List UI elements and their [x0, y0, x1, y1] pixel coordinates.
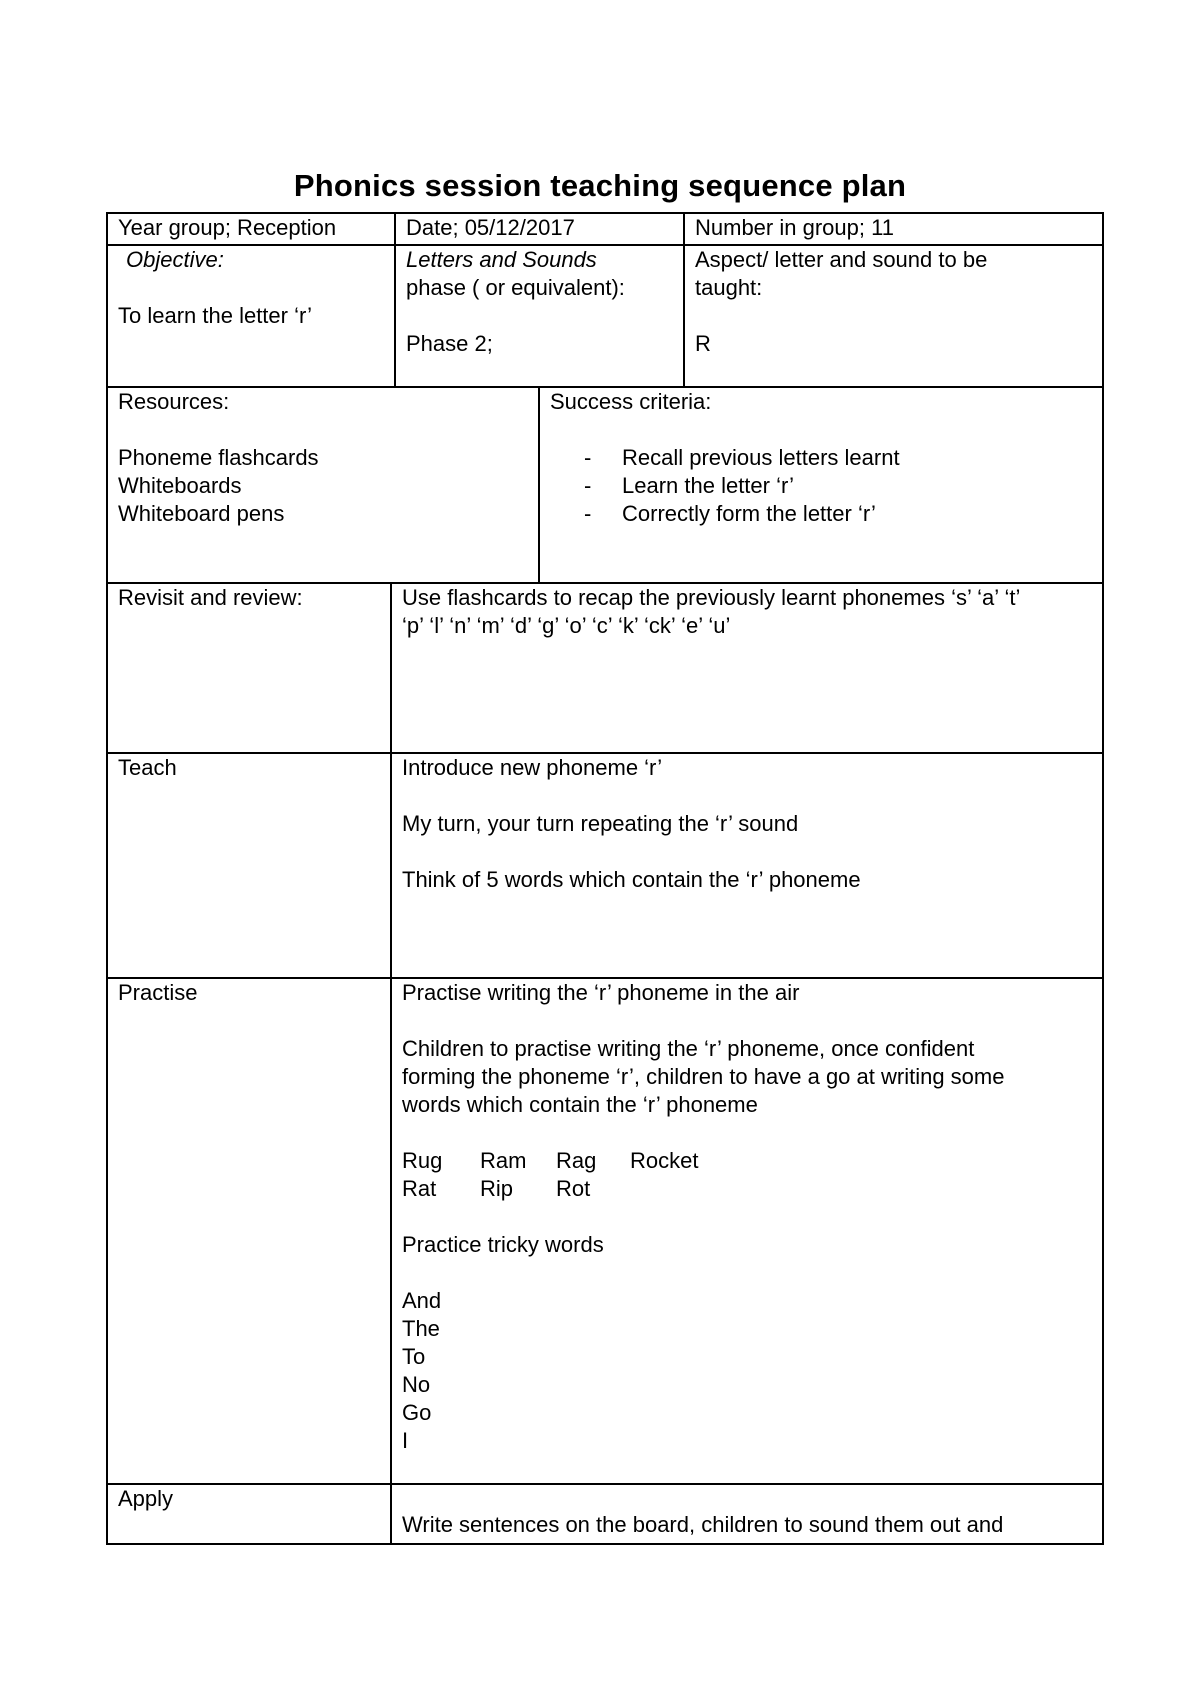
- apply-line: Write sentences on the board, children to sound them out and: [402, 1512, 1004, 1537]
- word: Rip: [480, 1176, 514, 1201]
- aspect-label: Aspect/ letter and sound to be: [695, 247, 988, 272]
- criteria-item: [584, 444, 1092, 472]
- teach-label-cell: [108, 754, 390, 782]
- word-list-row: [402, 1147, 1092, 1175]
- aspect-label: taught:: [695, 275, 763, 300]
- bullet-dash: -: [584, 445, 592, 470]
- criteria-item: [584, 472, 1092, 500]
- word: Rot: [556, 1176, 591, 1201]
- revisit-label: Revisit and review:: [118, 585, 303, 610]
- practise-line: Practise writing the ‘r’ phoneme in the air: [402, 980, 800, 1005]
- revisit-label-cell: [108, 584, 390, 612]
- apply-label: Apply: [118, 1486, 174, 1511]
- tricky-words-label: Practice tricky words: [402, 1232, 604, 1257]
- practise-line: forming the phoneme ‘r’, children to have a go at writing some: [402, 1064, 1005, 1089]
- aspect-value: R: [695, 331, 711, 356]
- success-criteria-label: Success criteria:: [550, 389, 712, 414]
- word-list-row: [402, 1175, 1092, 1203]
- bullet-dash: -: [584, 501, 592, 526]
- teach-content-cell: [392, 754, 1102, 894]
- apply-label-cell: [108, 1485, 390, 1513]
- phase-label-italic: Letters and Sounds: [406, 247, 597, 272]
- practise-label: Practise: [118, 980, 198, 1005]
- revisit-text: Use flashcards to recap the previously learnt phonemes ‘s’ ‘a’ ‘t’: [402, 585, 1021, 610]
- page-title: Phonics session teaching sequence plan: [293, 168, 907, 203]
- word: Rug: [402, 1148, 443, 1173]
- objective-cell: [108, 246, 394, 330]
- tricky-word: Go: [402, 1400, 432, 1425]
- tricky-word: I: [402, 1428, 409, 1453]
- tricky-word: No: [402, 1372, 431, 1397]
- bullet-dash: -: [584, 473, 592, 498]
- number-in-group-cell: [685, 214, 1102, 242]
- teach-line: My turn, your turn repeating the ‘r’ sound: [402, 811, 799, 836]
- teach-label: Teach: [118, 755, 177, 780]
- resource-item: Whiteboards: [118, 473, 242, 498]
- objective-text: To learn the letter ‘r’: [118, 303, 313, 328]
- success-criteria-cell: [540, 388, 1102, 528]
- apply-content-cell: [392, 1485, 1102, 1539]
- aspect-cell: [685, 246, 1102, 358]
- word: Rag: [556, 1148, 597, 1173]
- teach-line: Think of 5 words which contain the ‘r’ phoneme: [402, 867, 861, 892]
- word: Rat: [402, 1176, 437, 1201]
- tricky-word: To: [402, 1344, 426, 1369]
- tricky-word: The: [402, 1316, 440, 1341]
- objective-label: Objective:: [126, 247, 224, 272]
- word: Rocket: [630, 1148, 699, 1173]
- resources-label: Resources:: [118, 389, 230, 414]
- revisit-content-cell: [392, 584, 1102, 640]
- resources-cell: [108, 388, 538, 528]
- criteria-text: Recall previous letters learnt: [622, 445, 900, 470]
- criteria-item: [584, 500, 1092, 528]
- date-cell: [396, 214, 683, 242]
- practise-label-cell: [108, 979, 390, 1007]
- practise-line: Children to practise writing the ‘r’ phoneme, once confident: [402, 1036, 975, 1061]
- resource-item: Whiteboard pens: [118, 501, 285, 526]
- revisit-text: ‘p’ ‘l’ ‘n’ ‘m’ ‘d’ ‘g’ ‘o’ ‘c’ ‘k’ ‘ck’ ‘e’ ‘u’: [402, 613, 731, 638]
- number-in-group: Number in group; 11: [695, 215, 894, 240]
- year-group: Year group; Reception: [118, 215, 337, 240]
- resource-item: Phoneme flashcards: [118, 445, 319, 470]
- phase-value: Phase 2;: [406, 331, 493, 356]
- date: Date; 05/12/2017: [406, 215, 575, 240]
- practise-line: words which contain the ‘r’ phoneme: [402, 1092, 758, 1117]
- word: Ram: [480, 1148, 527, 1173]
- criteria-text: Learn the letter ‘r’: [622, 473, 795, 498]
- practise-content-cell: [392, 979, 1102, 1455]
- tricky-word: And: [402, 1288, 442, 1313]
- phase-label: phase ( or equivalent):: [406, 275, 625, 300]
- year-group-cell: [108, 214, 394, 242]
- phase-cell: [396, 246, 683, 358]
- criteria-text: Correctly form the letter ‘r’: [622, 501, 876, 526]
- teach-line: Introduce new phoneme ‘r’: [402, 755, 663, 780]
